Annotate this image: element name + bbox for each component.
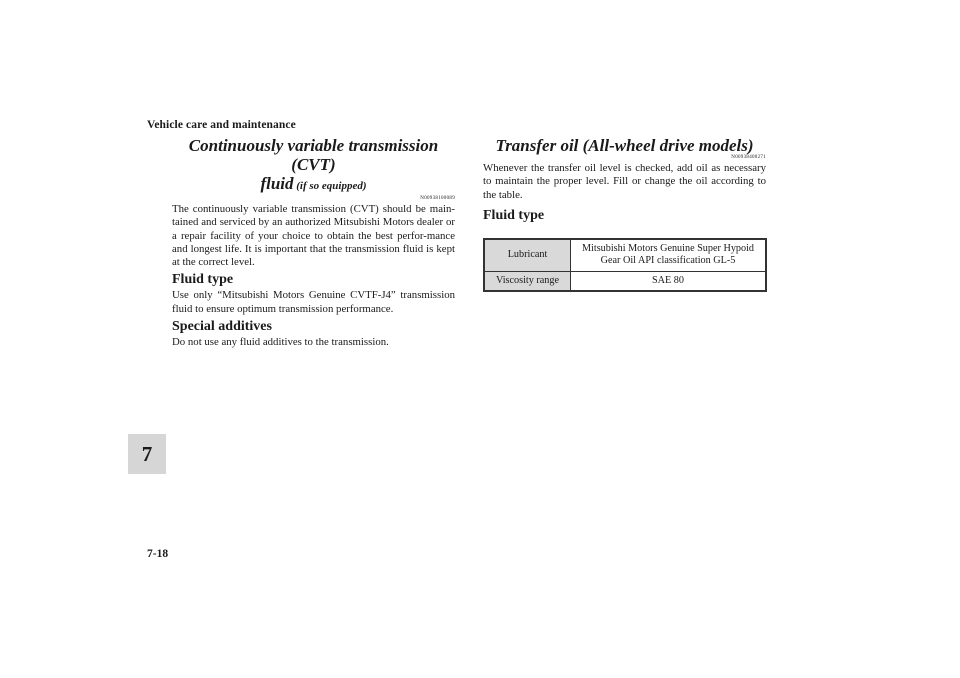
transfer-ref-code: N00938400271 <box>731 155 766 160</box>
cvt-fluid-type-heading: Fluid type <box>172 272 234 288</box>
page-number: 7-18 <box>147 548 169 560</box>
cvt-title-line2: fluid <box>260 174 294 193</box>
table-cell-value <box>571 239 767 272</box>
table-cell-label: Viscosity range <box>484 271 571 291</box>
cvt-additives-heading: Special additives <box>172 319 272 335</box>
transfer-title: Transfer oil (All-wheel drive models) <box>495 136 754 155</box>
cvt-ref-code: N00938100089 <box>420 196 455 201</box>
transfer-intro: Whenever the transfer oil level is checked, add oil as necessary to maintain the proper level. Fill or change the oil according to the table. <box>483 162 766 201</box>
transfer-section <box>483 136 766 292</box>
table-cell-label: Lubricant <box>484 239 571 272</box>
cvt-title-suffix: (if so equipped) <box>293 180 367 192</box>
transfer-fluid-type-heading: Fluid type <box>483 207 545 223</box>
viscosity-value: SAE 80 <box>652 274 684 286</box>
cvt-intro: The continuously variable transmission (CVT) should be main-tained and serviced by an authorized Mitsubishi Motors dealer or a repair facility of your choice to obtain the best perfor-mance and longest life. It is important that the transmission fluid is kept at the correct level. <box>172 203 455 269</box>
table-row <box>484 271 766 291</box>
table-cell-value <box>571 271 767 291</box>
page-header: Vehicle care and maintenance <box>147 119 296 131</box>
table-row <box>484 239 766 272</box>
cvt-fluid-type-text: Use only “Mitsubishi Motors Genuine CVTF-J4” transmission fluid to ensure optimum transmission performance. <box>172 289 455 315</box>
chapter-number: 7 <box>141 441 153 466</box>
lubricant-value-line1: Mitsubishi Motors Genuine Super Hypoid <box>581 242 755 254</box>
fluid-type-table <box>483 238 767 293</box>
lubricant-value-line2: Gear Oil API classification GL-5 <box>600 255 736 267</box>
cvt-additives-text: Do not use any fluid additives to the transmission. <box>172 336 389 349</box>
chapter-tab <box>128 434 166 474</box>
cvt-section <box>172 136 455 349</box>
cvt-title-line1: Continuously variable transmission (CVT) <box>188 136 439 174</box>
cvt-title <box>172 136 455 196</box>
